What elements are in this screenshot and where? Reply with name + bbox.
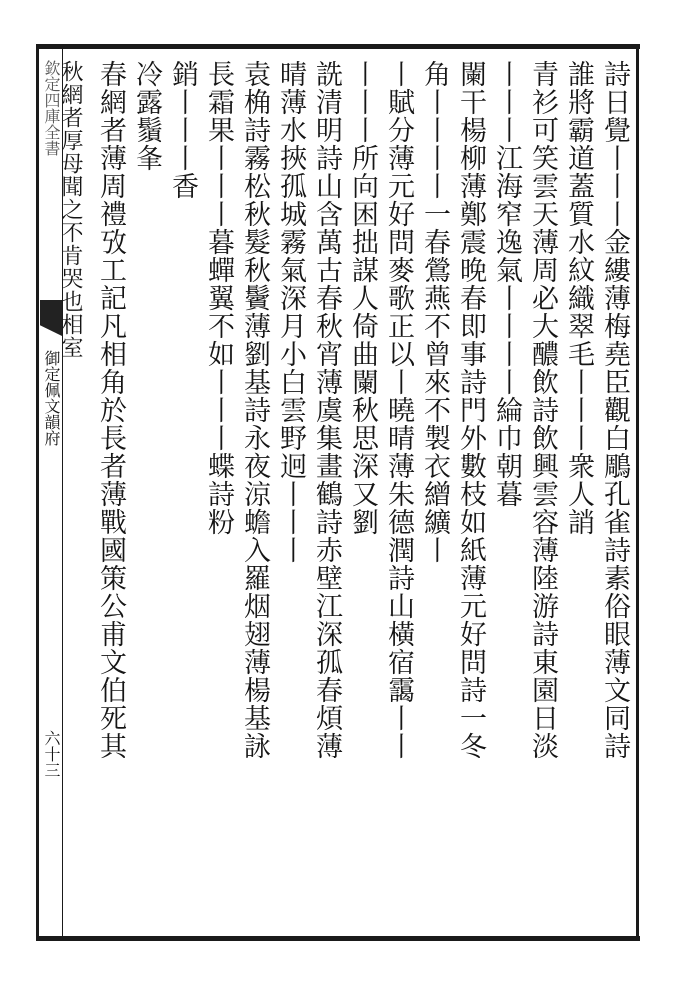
top-border-rule	[36, 44, 640, 49]
text-column-11: 袁桷詩霧松秋髮秋鬢薄劉基詩永夜涼蟾入羅烟翅薄楊基詠	[239, 60, 270, 760]
text-column-7: 丨賦分薄元好問麥歌正以丨曉晴薄朱德潤詩山橫宿靄丨丨	[383, 60, 414, 760]
text-column-15: 春網者薄周禮攷工記凡相角於長者薄戰國策公甫文伯死其	[95, 60, 126, 760]
gutter-page-number: 六十三	[42, 730, 61, 778]
bottom-border-rule	[36, 936, 640, 941]
text-column-14: 冷露鬚夆	[131, 60, 162, 172]
text-column-5: 闌干楊柳薄鄭震晚春即事詩門外數枝如紙薄元好問詩一冬	[455, 60, 486, 760]
text-column-12: 長霜果丨丨丨暮蟬翼不如丨丨丨蝶詩粉	[203, 60, 234, 536]
text-column-8: 丨丨丨所向困拙謀人倚曲闌秋思深又劉	[347, 60, 378, 536]
text-column-4: 丨丨丨江海窄逸氣丨丨丨丨綸巾朝暮	[491, 60, 522, 508]
text-column-9: 詵清明詩山含萬古春秋宵薄虞集畫鶴詩赤壁江深孤春煩薄	[311, 60, 342, 760]
text-column-3: 青衫可笑雲天薄周必大醲飲詩飲興雲容薄陸游詩東園日淡	[527, 60, 558, 760]
left-border-rule	[36, 44, 39, 941]
right-border-rule	[636, 44, 639, 941]
text-column-1: 詩日覺丨丨丨金縷薄梅堯臣觀白鵰孔雀詩素俗眼薄文同詩	[599, 60, 630, 760]
gutter-volume-title: 御定佩文韻府	[42, 350, 61, 446]
gutter-book-title: 欽定四庫全書	[42, 60, 61, 156]
text-column-2: 誰將霸道蓋質水紋織翠毛丨丨丨衆人誚	[563, 60, 594, 536]
text-column-10: 晴薄水挾孤城霧氣深月小白雲野迥丨丨丨	[275, 60, 306, 564]
text-column-6: 角丨丨丨丨一春鶯燕不曾來不製衣繒纊丨	[419, 60, 450, 564]
text-column-16: 秋網者厚母聞之不肯哭也相室	[58, 60, 83, 359]
text-column-13: 銷丨丨丨香	[167, 60, 198, 200]
